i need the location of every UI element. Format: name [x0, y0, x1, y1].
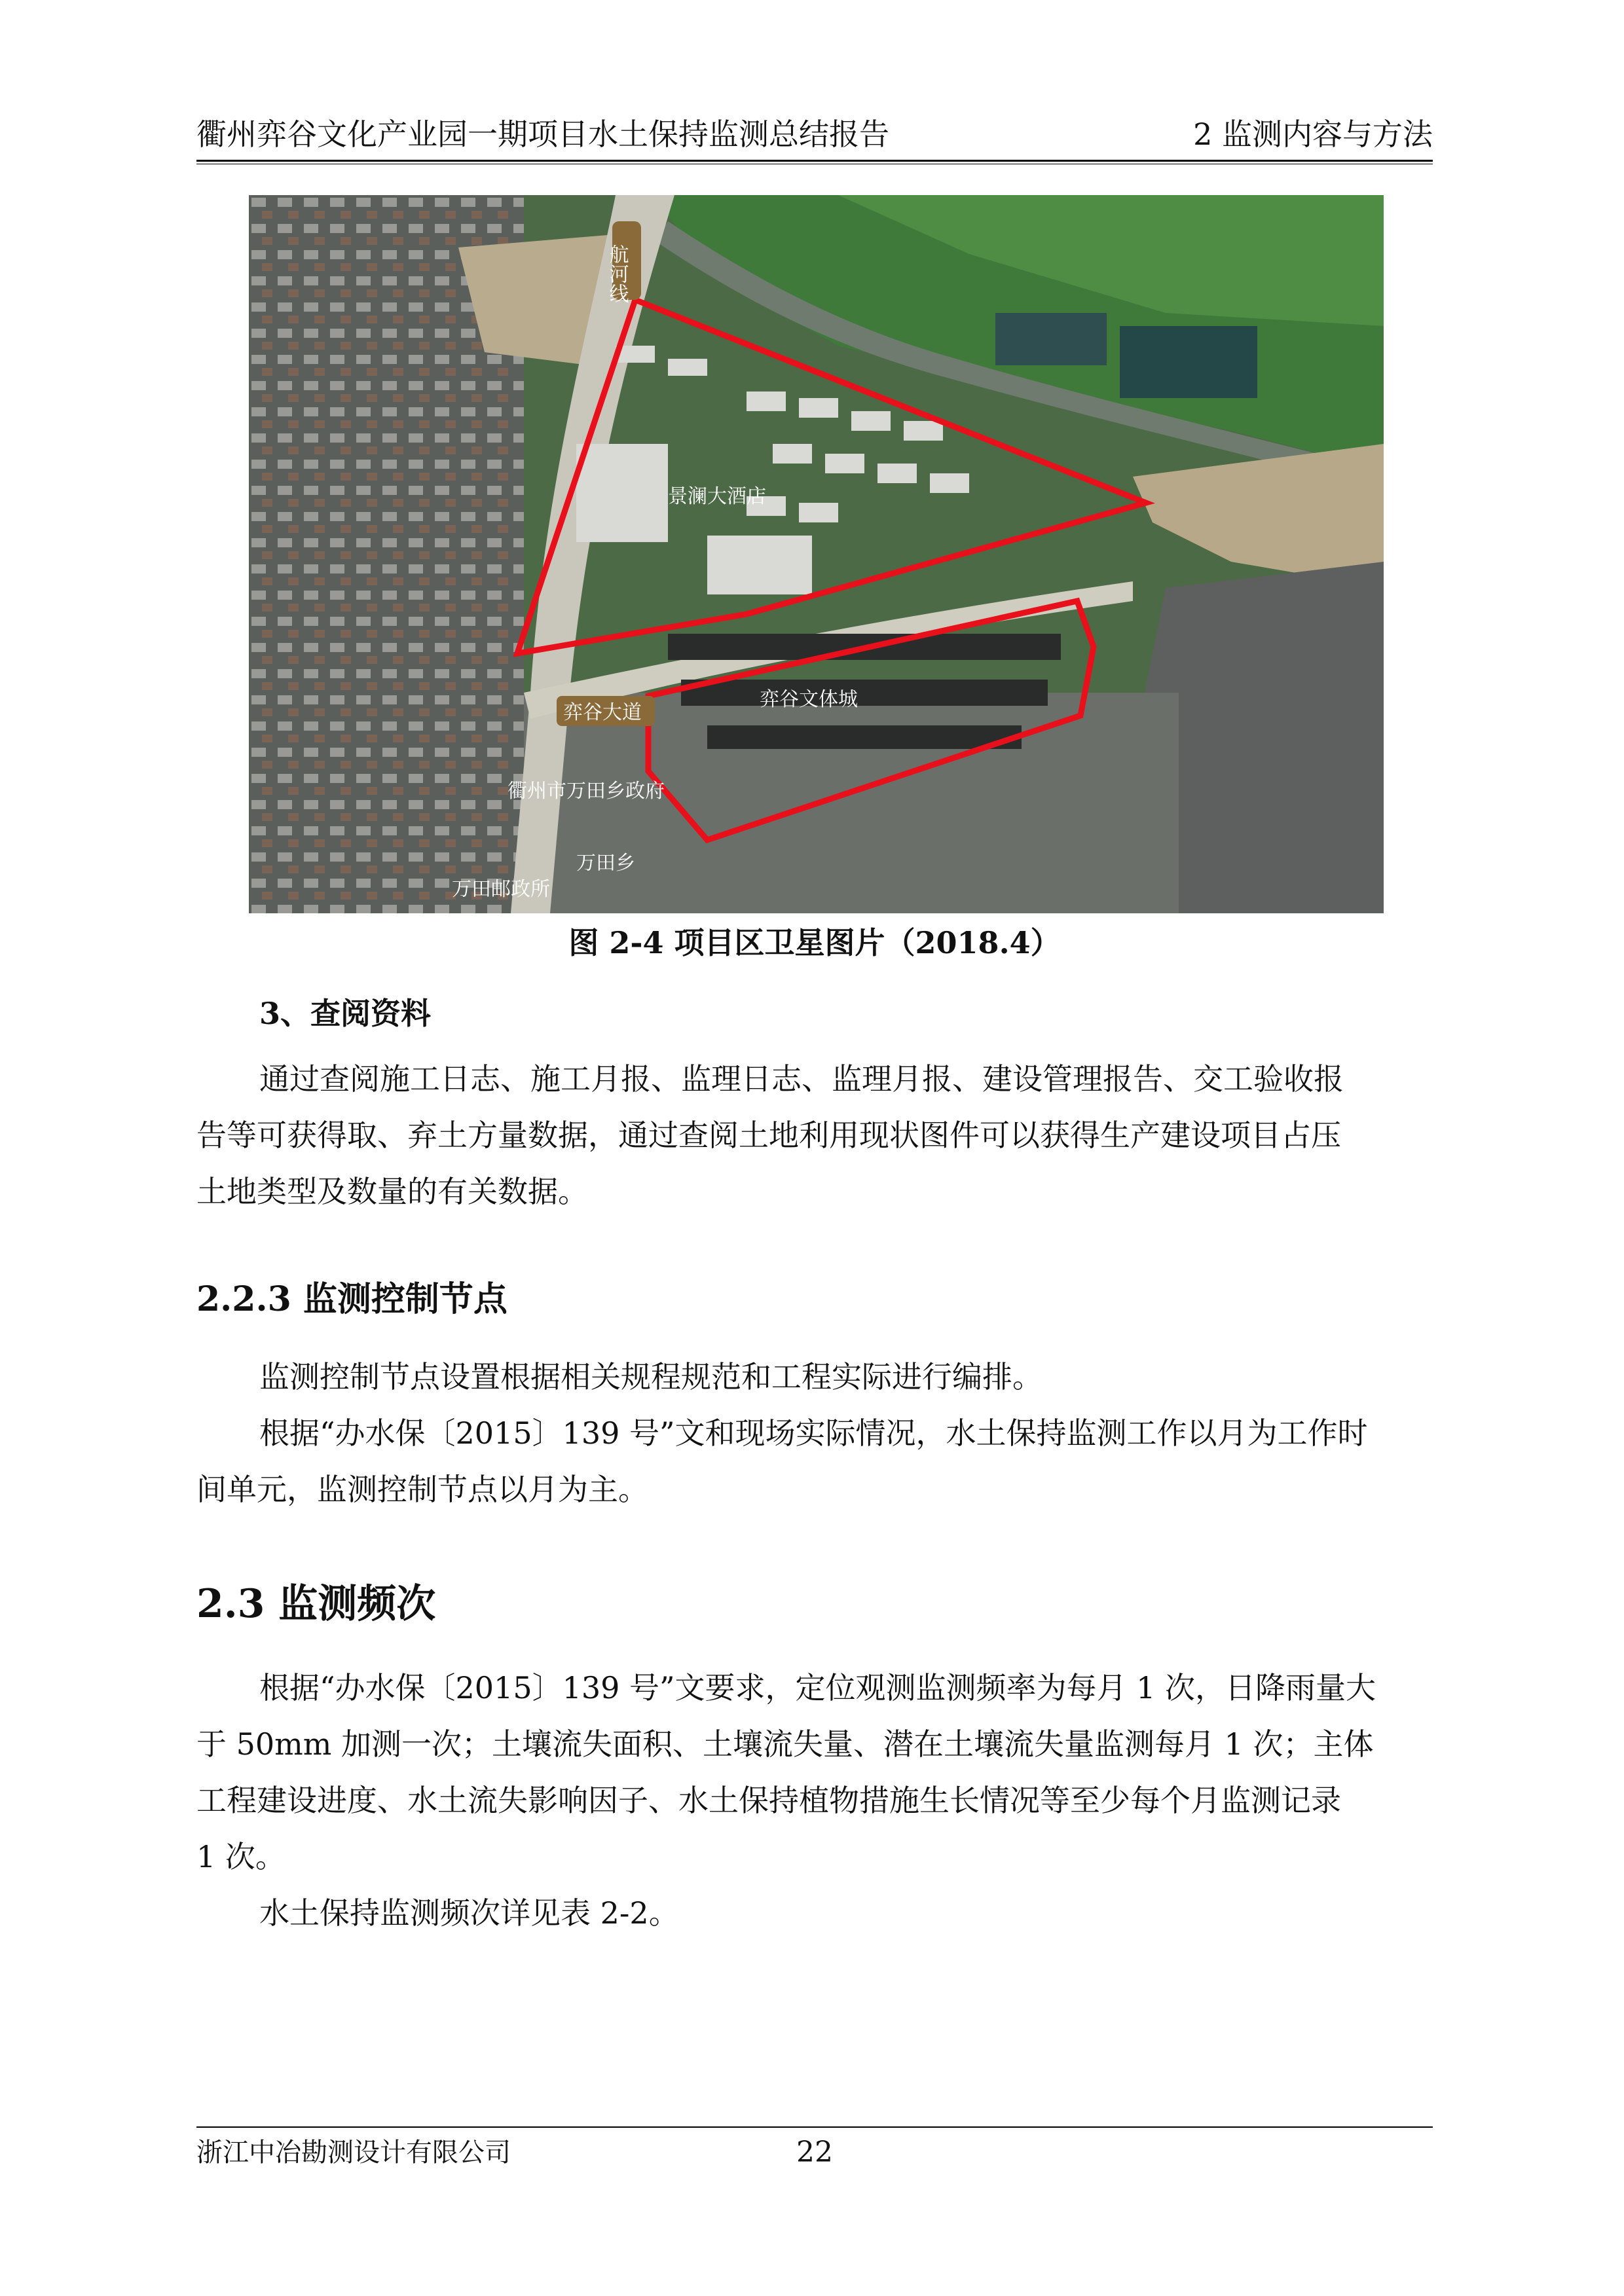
svg-text:万田邮政所: 万田邮政所	[452, 878, 550, 901]
map-label-hotel	[668, 485, 766, 508]
text-line: 根据“办水保〔2015〕139 号”文要求，定位观测监测频率为每月 1 次，日降雨量大	[259, 1670, 1376, 1705]
page-header	[196, 111, 1433, 157]
figure-caption: 图 2-4 项目区卫星图片（2018.4）	[568, 925, 1061, 960]
paragraph-frequency	[196, 1660, 1433, 1941]
subheading-3: 3、查阅资料	[259, 996, 432, 1031]
map-label-post	[452, 878, 550, 901]
company-name: 浙江中冶勘测设计有限公司	[196, 2138, 511, 2168]
svg-text:景澜大酒店: 景澜大酒店	[668, 485, 766, 508]
report-title: 衢州弈谷文化产业园一期项目水土保持监测总结报告	[196, 117, 889, 152]
text-line: 间单元，监测控制节点以月为主。	[196, 1472, 648, 1507]
text-line: 根据“办水保〔2015〕139 号”文和现场实际情况，水土保持监测工作以月为工作时	[259, 1415, 1368, 1451]
satellite-image	[249, 195, 1384, 913]
text-line: 1 次。	[196, 1839, 286, 1874]
map-label-avenue	[557, 696, 655, 726]
text-line: 通过查阅施工日志、施工月报、监理日志、监理月报、建设管理报告、交工验收报	[259, 1061, 1344, 1097]
text-line: 水土保持监测频次详见表 2-2。	[259, 1895, 679, 1931]
text-line: 土地类型及数量的有关数据。	[196, 1174, 588, 1209]
svg-text:弈谷文体城: 弈谷文体城	[760, 688, 858, 711]
paragraph-control-nodes	[196, 1349, 1433, 1518]
satellite-map-svg	[249, 195, 1384, 913]
text-line: 告等可获得取、弃土方量数据，通过查阅土地利用现状图件可以获得生产建设项目占压	[196, 1118, 1341, 1153]
svg-text:万田乡: 万田乡	[576, 852, 635, 875]
map-label-gov	[507, 780, 665, 803]
heading-2-3: 2.3 监测频次	[196, 1581, 436, 1627]
svg-text:衢州市万田乡政府: 衢州市万田乡政府	[507, 780, 665, 803]
paragraph-records	[196, 1051, 1433, 1220]
text-line: 工程建设进度、水土流失影响因子、水土保持植物措施生长情况等至少每个月监测记录	[196, 1783, 1341, 1818]
map-label-sports-city	[760, 688, 858, 711]
map-label-town	[576, 852, 635, 875]
section-name: 2 监测内容与方法	[1193, 117, 1433, 152]
footer-rule	[196, 2126, 1433, 2128]
heading-2-2-3: 2.2.3 监测控制节点	[196, 1279, 507, 1319]
svg-text:弈谷大道: 弈谷大道	[563, 701, 642, 724]
header-rule	[196, 160, 1433, 162]
page-number: 22	[796, 2136, 833, 2169]
text-line: 监测控制节点设置根据相关规程规范和工程实际进行编排。	[259, 1359, 1043, 1394]
svg-text:航河线: 航河线	[605, 244, 629, 303]
text-line: 于 50mm 加测一次；土壤流失面积、土壤流失量、潜在土壤流失量监测每月 1 次；主体	[196, 1726, 1374, 1762]
